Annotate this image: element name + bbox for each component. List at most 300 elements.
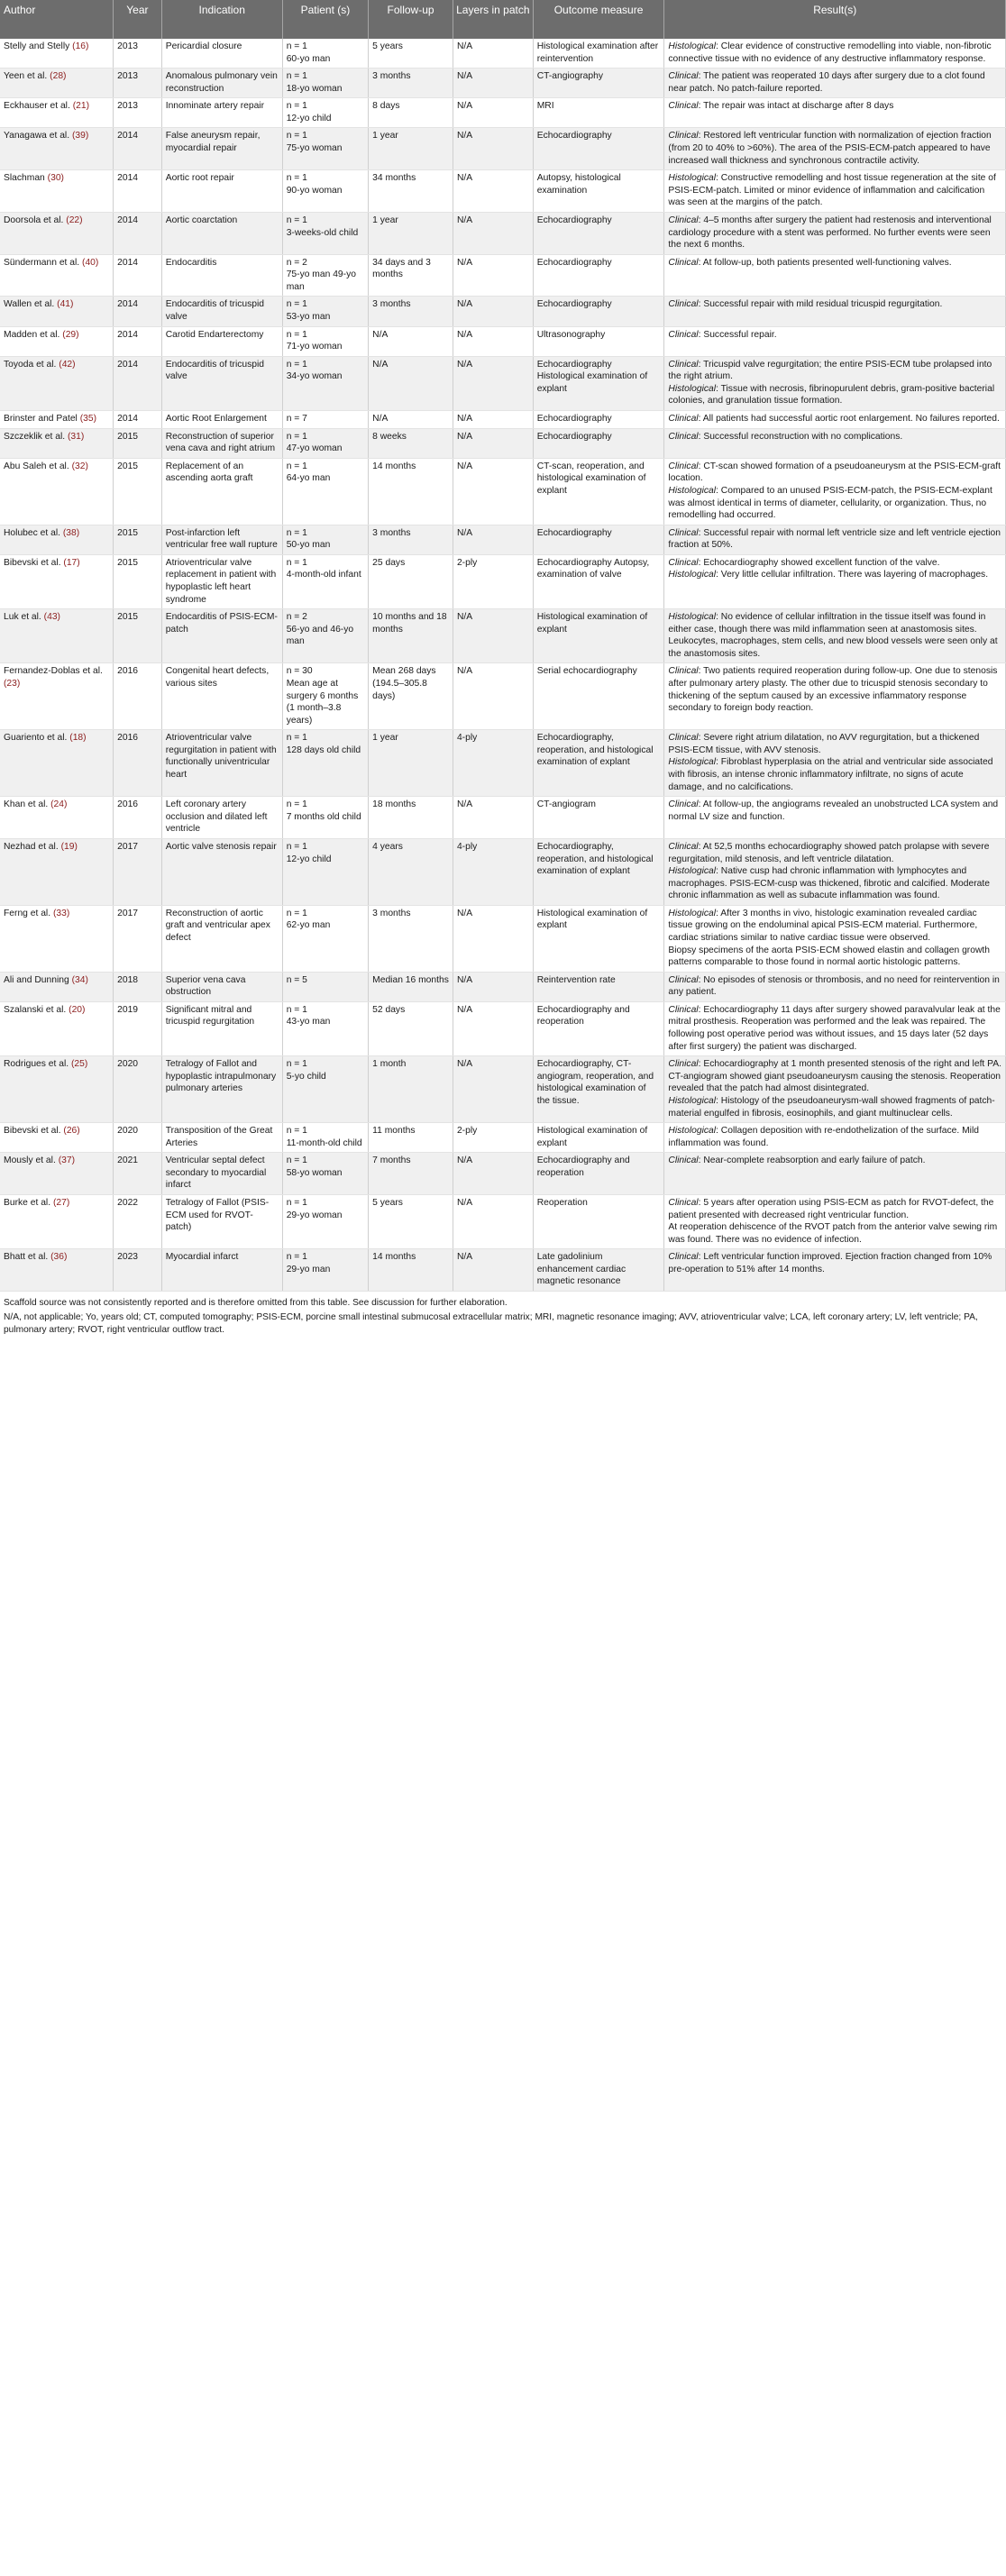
author-name: Sündermann et al.	[4, 257, 80, 268]
author-cell	[0, 170, 114, 213]
reference-link[interactable]: (23)	[4, 679, 21, 690]
outcome-cell: Echocardiography Histological examination of explant	[533, 356, 664, 410]
layers-cell: N/A	[453, 972, 533, 1001]
year-cell: 2016	[114, 663, 162, 730]
result-paragraph	[668, 1221, 1001, 1246]
result-label: Histological	[668, 383, 717, 394]
result-label: Clinical	[668, 101, 699, 112]
author-name: Bibevski et al.	[4, 1126, 61, 1137]
result-paragraph	[668, 485, 1001, 522]
reference-link[interactable]: (34)	[71, 974, 88, 985]
reference-link[interactable]: (25)	[71, 1059, 88, 1070]
author-cell	[0, 1056, 114, 1123]
layers-cell: N/A	[453, 212, 533, 254]
year-cell: 2016	[114, 797, 162, 839]
result-text: : Clear evidence of constructive remodelling into viable, non-fibrotic connective tissue with no evidence of any destructive inflammatory response.	[668, 41, 992, 64]
outcome-cell: MRI	[533, 98, 664, 128]
layers-cell: N/A	[453, 1001, 533, 1055]
outcome-cell: Serial echocardiography	[533, 663, 664, 730]
results-cell	[664, 609, 1006, 663]
results-cell	[664, 356, 1006, 410]
result-text: : At follow-up, both patients presented well-functioning valves.	[698, 257, 952, 268]
table-row	[0, 905, 1006, 972]
indication-cell: Endocarditis of tricuspid valve	[161, 297, 282, 326]
header-year: Year	[114, 0, 162, 39]
reference-link[interactable]: (33)	[52, 908, 70, 918]
patient-description: 62-yo man	[286, 920, 331, 931]
result-text: : Successful repair.	[698, 329, 777, 340]
patients-cell	[282, 1194, 368, 1248]
results-cell	[664, 212, 1006, 254]
patient-description: Mean age at surgery 6 months (1 month–3.8 years)	[286, 679, 359, 726]
layers-cell: N/A	[453, 797, 533, 839]
patients-cell	[282, 128, 368, 170]
reference-link[interactable]: (22)	[66, 215, 83, 225]
result-paragraph	[668, 70, 1001, 95]
indication-cell: Replacement of an ascending aorta graft	[161, 458, 282, 525]
author-cell	[0, 525, 114, 554]
author-name: Guariento et al.	[4, 733, 68, 744]
indication-cell: Endocarditis of PSIS-ECM-patch	[161, 609, 282, 663]
patients-cell	[282, 428, 368, 458]
result-label: Clinical	[668, 131, 699, 142]
result-paragraph	[668, 527, 1001, 552]
patient-count: n = 2	[286, 612, 307, 623]
reference-link[interactable]: (42)	[59, 359, 76, 370]
indication-cell: Tetralogy of Fallot and hypoplastic intrapulmonary pulmonary arteries	[161, 1056, 282, 1123]
outcome-cell: Echocardiography	[533, 297, 664, 326]
layers-cell: N/A	[453, 1153, 533, 1195]
result-paragraph	[668, 100, 1001, 113]
layers-cell: N/A	[453, 98, 533, 128]
patients-cell	[282, 609, 368, 663]
follow-up-cell: Median 16 months	[369, 972, 453, 1001]
author-name: Khan et al.	[4, 799, 49, 810]
layers-cell: 4-ply	[453, 730, 533, 797]
result-text: : The repair was intact at discharge after 8 days	[698, 101, 894, 112]
indication-cell: Myocardial infarct	[161, 1249, 282, 1292]
outcome-cell: Echocardiography	[533, 212, 664, 254]
layers-cell: N/A	[453, 1056, 533, 1123]
result-paragraph	[668, 215, 1001, 251]
year-cell: 2017	[114, 905, 162, 972]
footnote: Scaffold source was not consistently reported and is therefore omitted from this table. See discussion for further elaboration.	[4, 1298, 508, 1309]
indication-cell: Endocarditis	[161, 254, 282, 297]
table-row	[0, 411, 1006, 429]
result-paragraph	[668, 611, 1001, 660]
author-name: Slachman	[4, 173, 45, 184]
patient-description: 75-yo man 49-yo man	[286, 269, 356, 292]
outcome-cell: Late gadolinium enhancement cardiac magnetic resonance	[533, 1249, 664, 1292]
follow-up-cell: 7 months	[369, 1153, 453, 1195]
patients-cell	[282, 1249, 368, 1292]
result-label: Clinical	[668, 974, 699, 985]
author-name: Fernandez-Doblas et al.	[4, 666, 103, 677]
reference-link[interactable]: (40)	[82, 257, 99, 268]
patient-count: n = 7	[286, 414, 307, 425]
reference-link[interactable]: (17)	[63, 557, 80, 568]
reference-link[interactable]: (27)	[52, 1197, 70, 1208]
header-results: Result(s)	[664, 0, 1006, 39]
table-row	[0, 39, 1006, 69]
reference-link[interactable]: (39)	[71, 131, 89, 142]
patient-count: n = 30	[286, 666, 313, 677]
layers-cell: 2-ply	[453, 554, 533, 608]
patients-cell	[282, 838, 368, 905]
author-cell	[0, 1194, 114, 1248]
follow-up-cell: 1 year	[369, 730, 453, 797]
indication-cell: Anomalous pulmonary vein reconstruction	[161, 69, 282, 98]
author-name: Stelly and Stelly	[4, 41, 70, 51]
indication-cell: Left coronary artery occlusion and dilated left ventricle	[161, 797, 282, 839]
outcome-cell: Reintervention rate	[533, 972, 664, 1001]
result-paragraph	[668, 732, 1001, 756]
results-cell	[664, 1001, 1006, 1055]
author-cell	[0, 838, 114, 905]
outcome-cell: Echocardiography, reoperation, and histological examination of explant	[533, 838, 664, 905]
result-paragraph	[668, 329, 1001, 342]
author-cell	[0, 1123, 114, 1153]
result-label: Clinical	[668, 1197, 699, 1208]
outcome-cell: Echocardiography	[533, 128, 664, 170]
table-row	[0, 972, 1006, 1001]
patients-cell	[282, 663, 368, 730]
patient-count: n = 1	[286, 431, 307, 442]
results-cell	[664, 128, 1006, 170]
reference-link[interactable]: (31)	[67, 431, 85, 442]
year-cell: 2014	[114, 326, 162, 356]
header-follow-up: Follow-up	[369, 0, 453, 39]
follow-up-cell: 3 months	[369, 297, 453, 326]
author-cell	[0, 356, 114, 410]
footnote: N/A, not applicable; Yo, years old; CT, computed tomography; PSIS-ECM, porcine small intestinal submucosal extracellular matrix; MRI, magnetic resonance imaging; AVV, atrioventricular valve; LCA, left coronary artery; LV, left ventricle; PA, pulmonary artery; RVOT, right ventricular outflow tract.	[4, 1311, 978, 1335]
result-text: : After 3 months in vivo, histologic examination revealed cardiac tissue growing on the endoluminal apical PSIS-ECM material. Furthermore, cardiac striations similar to native cardiac tissue were observed.	[668, 908, 978, 943]
reference-link[interactable]: (32)	[71, 461, 88, 471]
year-cell: 2019	[114, 1001, 162, 1055]
results-cell	[664, 98, 1006, 128]
year-cell: 2020	[114, 1123, 162, 1153]
year-cell: 2023	[114, 1249, 162, 1292]
indication-cell: Post-infarction left ventricular free wall rupture	[161, 525, 282, 554]
patient-count: n = 1	[286, 131, 307, 142]
indication-cell: Superior vena cava obstruction	[161, 972, 282, 1001]
follow-up-cell: 1 year	[369, 128, 453, 170]
patient-count: n = 1	[286, 173, 307, 184]
table-row	[0, 98, 1006, 128]
patient-count: n = 1	[286, 461, 307, 471]
table-row	[0, 525, 1006, 554]
layers-cell: N/A	[453, 69, 533, 98]
table-row	[0, 1153, 1006, 1195]
patient-description: 50-yo man	[286, 540, 331, 551]
result-label: Histological	[668, 173, 717, 184]
layers-cell: N/A	[453, 905, 533, 972]
result-paragraph	[668, 799, 1001, 823]
patient-count: n = 1	[286, 557, 307, 568]
result-paragraph	[668, 359, 1001, 383]
result-text: : At follow-up, the angiograms revealed an unobstructed LCA system and normal LV size and function.	[668, 799, 999, 822]
reference-link[interactable]: (21)	[72, 101, 90, 112]
follow-up-cell: 5 years	[369, 1194, 453, 1248]
results-cell	[664, 905, 1006, 972]
table-row	[0, 1249, 1006, 1292]
result-text: : All patients had successful aortic root enlargement. No failures reported.	[698, 414, 1000, 425]
reference-link[interactable]: (26)	[63, 1126, 80, 1137]
results-cell	[664, 1123, 1006, 1153]
author-name: Szczeklik et al.	[4, 431, 66, 442]
patient-description: 58-yo woman	[286, 1167, 343, 1178]
header-author: Author	[0, 0, 114, 39]
year-cell: 2015	[114, 428, 162, 458]
author-cell	[0, 797, 114, 839]
results-cell	[664, 69, 1006, 98]
reference-link[interactable]: (37)	[58, 1156, 75, 1166]
author-name: Yeen et al.	[4, 71, 48, 82]
reference-link[interactable]: (38)	[62, 527, 80, 538]
author-name: Doorsola et al.	[4, 215, 64, 225]
results-cell	[664, 525, 1006, 554]
author-cell	[0, 554, 114, 608]
result-text: : Histology of the pseudoaneurysm-wall showed fragments of patch-material engulfed in fibrosis, eosinophils, and giant multinuclear cells.	[668, 1095, 995, 1119]
result-paragraph	[668, 865, 1001, 902]
result-label: Clinical	[668, 733, 699, 744]
result-label: Clinical	[668, 215, 699, 225]
year-cell: 2014	[114, 356, 162, 410]
reference-link[interactable]: (35)	[79, 414, 97, 425]
author-cell	[0, 69, 114, 98]
outcome-cell: Histological examination of explant	[533, 609, 664, 663]
result-paragraph	[668, 1251, 1001, 1275]
table-row	[0, 297, 1006, 326]
outcome-cell: Echocardiography	[533, 254, 664, 297]
outcome-cell: Autopsy, histological examination	[533, 170, 664, 213]
patient-count: n = 1	[286, 1059, 307, 1070]
table-row	[0, 1056, 1006, 1123]
result-text: : Successful repair with mild residual tricuspid regurgitation.	[698, 299, 943, 310]
patient-description: 64-yo man	[286, 473, 331, 484]
indication-cell: Aortic valve stenosis repair	[161, 838, 282, 905]
result-paragraph	[668, 665, 1001, 714]
layers-cell: N/A	[453, 297, 533, 326]
patients-cell	[282, 1153, 368, 1195]
layers-cell: N/A	[453, 411, 533, 429]
table-row	[0, 458, 1006, 525]
patients-cell	[282, 1001, 368, 1055]
patients-cell	[282, 98, 368, 128]
indication-cell: Aortic coarctation	[161, 212, 282, 254]
reference-link[interactable]: (28)	[50, 71, 67, 82]
result-text: Biopsy specimens of the aorta PSIS-ECM showed elastin and collagen growth patterns comparable to those found in normal aortic histologic patterns.	[668, 945, 990, 968]
author-cell	[0, 128, 114, 170]
follow-up-cell: Mean 268 days (194.5–305.8 days)	[369, 663, 453, 730]
results-cell	[664, 1056, 1006, 1123]
year-cell: 2014	[114, 170, 162, 213]
year-cell: 2016	[114, 730, 162, 797]
author-name: Toyoda et al.	[4, 359, 57, 370]
table-row	[0, 428, 1006, 458]
reference-link[interactable]: (16)	[72, 41, 89, 51]
result-paragraph	[668, 974, 1001, 999]
result-paragraph	[668, 1004, 1001, 1053]
year-cell: 2020	[114, 1056, 162, 1123]
header-patients: Patient (s)	[282, 0, 368, 39]
reference-link[interactable]: (18)	[69, 733, 87, 744]
result-label: Clinical	[668, 329, 699, 340]
author-name: Nezhad et al.	[4, 841, 59, 852]
patient-count: n = 1	[286, 908, 307, 918]
follow-up-cell: 14 months	[369, 1249, 453, 1292]
author-cell	[0, 411, 114, 429]
reference-link[interactable]: (43)	[43, 612, 60, 623]
result-label: Clinical	[668, 1252, 699, 1263]
author-name: Rodrigues et al.	[4, 1059, 69, 1070]
reference-link[interactable]: (20)	[69, 1004, 86, 1015]
layers-cell: N/A	[453, 525, 533, 554]
year-cell: 2014	[114, 411, 162, 429]
outcome-cell: Histological examination after reintervention	[533, 39, 664, 69]
author-name: Abu Saleh et al.	[4, 461, 69, 471]
outcome-cell: CT-angiogram	[533, 797, 664, 839]
patient-description: 128 days old child	[286, 744, 361, 755]
result-label: Clinical	[668, 527, 699, 538]
author-name: Ferng et al.	[4, 908, 51, 918]
result-label: Histological	[668, 1126, 717, 1137]
table-row	[0, 254, 1006, 297]
follow-up-cell: 8 days	[369, 98, 453, 128]
table-header-row	[0, 0, 1006, 39]
layers-cell: N/A	[453, 356, 533, 410]
indication-cell: Aortic root repair	[161, 170, 282, 213]
patients-cell	[282, 170, 368, 213]
table-row	[0, 609, 1006, 663]
result-label: Clinical	[668, 1059, 699, 1070]
patient-count: n = 1	[286, 799, 307, 810]
reference-link[interactable]: (41)	[57, 299, 74, 310]
year-cell: 2015	[114, 525, 162, 554]
follow-up-cell: 34 days and 3 months	[369, 254, 453, 297]
patient-description: 47-yo woman	[286, 443, 343, 454]
result-label: Clinical	[668, 461, 699, 471]
table-row	[0, 1194, 1006, 1248]
follow-up-cell: 1 month	[369, 1056, 453, 1123]
patient-count: n = 1	[286, 1252, 307, 1263]
result-paragraph	[668, 298, 1001, 311]
year-cell: 2013	[114, 39, 162, 69]
patient-description: 11-month-old child	[286, 1137, 362, 1148]
result-text: : Echocardiography at 1 month presented stenosis of the right and left PA. CT-angiogram showed giant pseudoaneurysm causing the stenosis. Reoperation revealed that the patch had almost disintegrated.	[668, 1059, 1001, 1094]
result-text: : Two patients required reoperation during follow-up. One due to stenosis after pulmonary artery plasty. The other due to tricuspid stenosis secondary to thickening of the septum caused by an excessive inflammatory response secondary to foreign body reaction.	[668, 666, 998, 714]
patient-description: 75-yo woman	[286, 143, 343, 154]
result-text: : Echocardiography 11 days after surgery showed paravalvular leak at the mitral prosthesis. Reoperation was performed and the leak was repaired. The following post operative period was without issues, and 15 days later (52 days after first surgery) the patient was discharged.	[668, 1004, 1001, 1052]
result-text: : Fibroblast hyperplasia on the atrial and ventricular side associated with fibrosis, an intense chronic inflammatory infiltrate, no signs of acute damage, and no calcifications.	[668, 757, 993, 792]
outcome-cell: Echocardiography and reoperation	[533, 1153, 664, 1195]
outcome-cell: Echocardiography, reoperation, and histological examination of explant	[533, 730, 664, 797]
author-cell	[0, 1249, 114, 1292]
author-cell	[0, 1153, 114, 1195]
year-cell: 2015	[114, 609, 162, 663]
year-cell: 2018	[114, 972, 162, 1001]
header-layers: Layers in patch	[453, 0, 533, 39]
result-label: Histological	[668, 1095, 717, 1106]
year-cell: 2014	[114, 254, 162, 297]
patients-cell	[282, 1123, 368, 1153]
result-label: Clinical	[668, 359, 699, 370]
reference-link[interactable]: (29)	[62, 329, 79, 340]
header-indication: Indication	[161, 0, 282, 39]
indication-cell: Atrioventricular valve replacement in patient with hypoplastic left heart syndrome	[161, 554, 282, 608]
result-paragraph	[668, 756, 1001, 793]
author-cell	[0, 212, 114, 254]
author-name: Luk et al.	[4, 612, 41, 623]
results-cell	[664, 411, 1006, 429]
indication-cell: Reconstruction of superior vena cava and right atrium	[161, 428, 282, 458]
result-text: : Successful reconstruction with no complications.	[698, 431, 903, 442]
result-label: Histological	[668, 612, 717, 623]
results-cell	[664, 458, 1006, 525]
reference-link[interactable]: (36)	[50, 1252, 68, 1263]
layers-cell: N/A	[453, 609, 533, 663]
author-cell	[0, 1001, 114, 1055]
layers-cell: N/A	[453, 170, 533, 213]
patient-description: 90-yo woman	[286, 185, 343, 196]
patient-count: n = 1	[286, 359, 307, 370]
table-row	[0, 1001, 1006, 1055]
reference-link[interactable]: (24)	[50, 799, 68, 810]
result-label: Histological	[668, 908, 717, 918]
author-name: Bibevski et al.	[4, 557, 61, 568]
result-label: Clinical	[668, 666, 699, 677]
patient-description: 4-month-old infant	[286, 570, 361, 580]
results-cell	[664, 797, 1006, 839]
layers-cell: 4-ply	[453, 838, 533, 905]
layers-cell: N/A	[453, 326, 533, 356]
author-name: Madden et al.	[4, 329, 60, 340]
result-label: Histological	[668, 757, 717, 768]
result-paragraph	[668, 841, 1001, 865]
author-cell	[0, 39, 114, 69]
patient-description: 53-yo man	[286, 311, 331, 322]
result-paragraph	[668, 413, 1001, 425]
indication-cell: Carotid Endarterectomy	[161, 326, 282, 356]
result-label: Clinical	[668, 414, 699, 425]
follow-up-cell: 3 months	[369, 905, 453, 972]
reference-link[interactable]: (19)	[60, 841, 78, 852]
result-text: At reoperation dehiscence of the RVOT patch from the anterior valve sewing rim was found. There was no evidence of infection.	[668, 1222, 998, 1245]
patients-cell	[282, 297, 368, 326]
patient-count: n = 1	[286, 1004, 307, 1015]
indication-cell: Atrioventricular valve regurgitation in patient with functionally univentricular heart	[161, 730, 282, 797]
reference-link[interactable]: (30)	[47, 173, 64, 184]
results-cell	[664, 1153, 1006, 1195]
result-paragraph	[668, 257, 1001, 269]
results-cell	[664, 170, 1006, 213]
indication-cell: Tetralogy of Fallot (PSIS-ECM used for RVOT-patch)	[161, 1194, 282, 1248]
patients-cell	[282, 1056, 368, 1123]
patient-count: n = 1	[286, 299, 307, 310]
indication-cell: Transposition of the Great Arteries	[161, 1123, 282, 1153]
results-cell	[664, 554, 1006, 608]
result-text: : No episodes of stenosis or thrombosis, and no need for reintervention in any patient.	[668, 974, 1000, 998]
result-text: : Severe right atrium dilatation, no AVV regurgitation, but a thickened PSIS-ECM tissue, with AVV stenosis.	[668, 733, 980, 755]
follow-up-cell: 52 days	[369, 1001, 453, 1055]
layers-cell: N/A	[453, 1194, 533, 1248]
author-name: Szalanski et al.	[4, 1004, 67, 1015]
patient-count: n = 1	[286, 41, 307, 51]
author-cell	[0, 297, 114, 326]
patient-description: 3-weeks-old child	[286, 227, 359, 238]
outcome-cell: Echocardiography and reoperation	[533, 1001, 664, 1055]
table-row	[0, 554, 1006, 608]
